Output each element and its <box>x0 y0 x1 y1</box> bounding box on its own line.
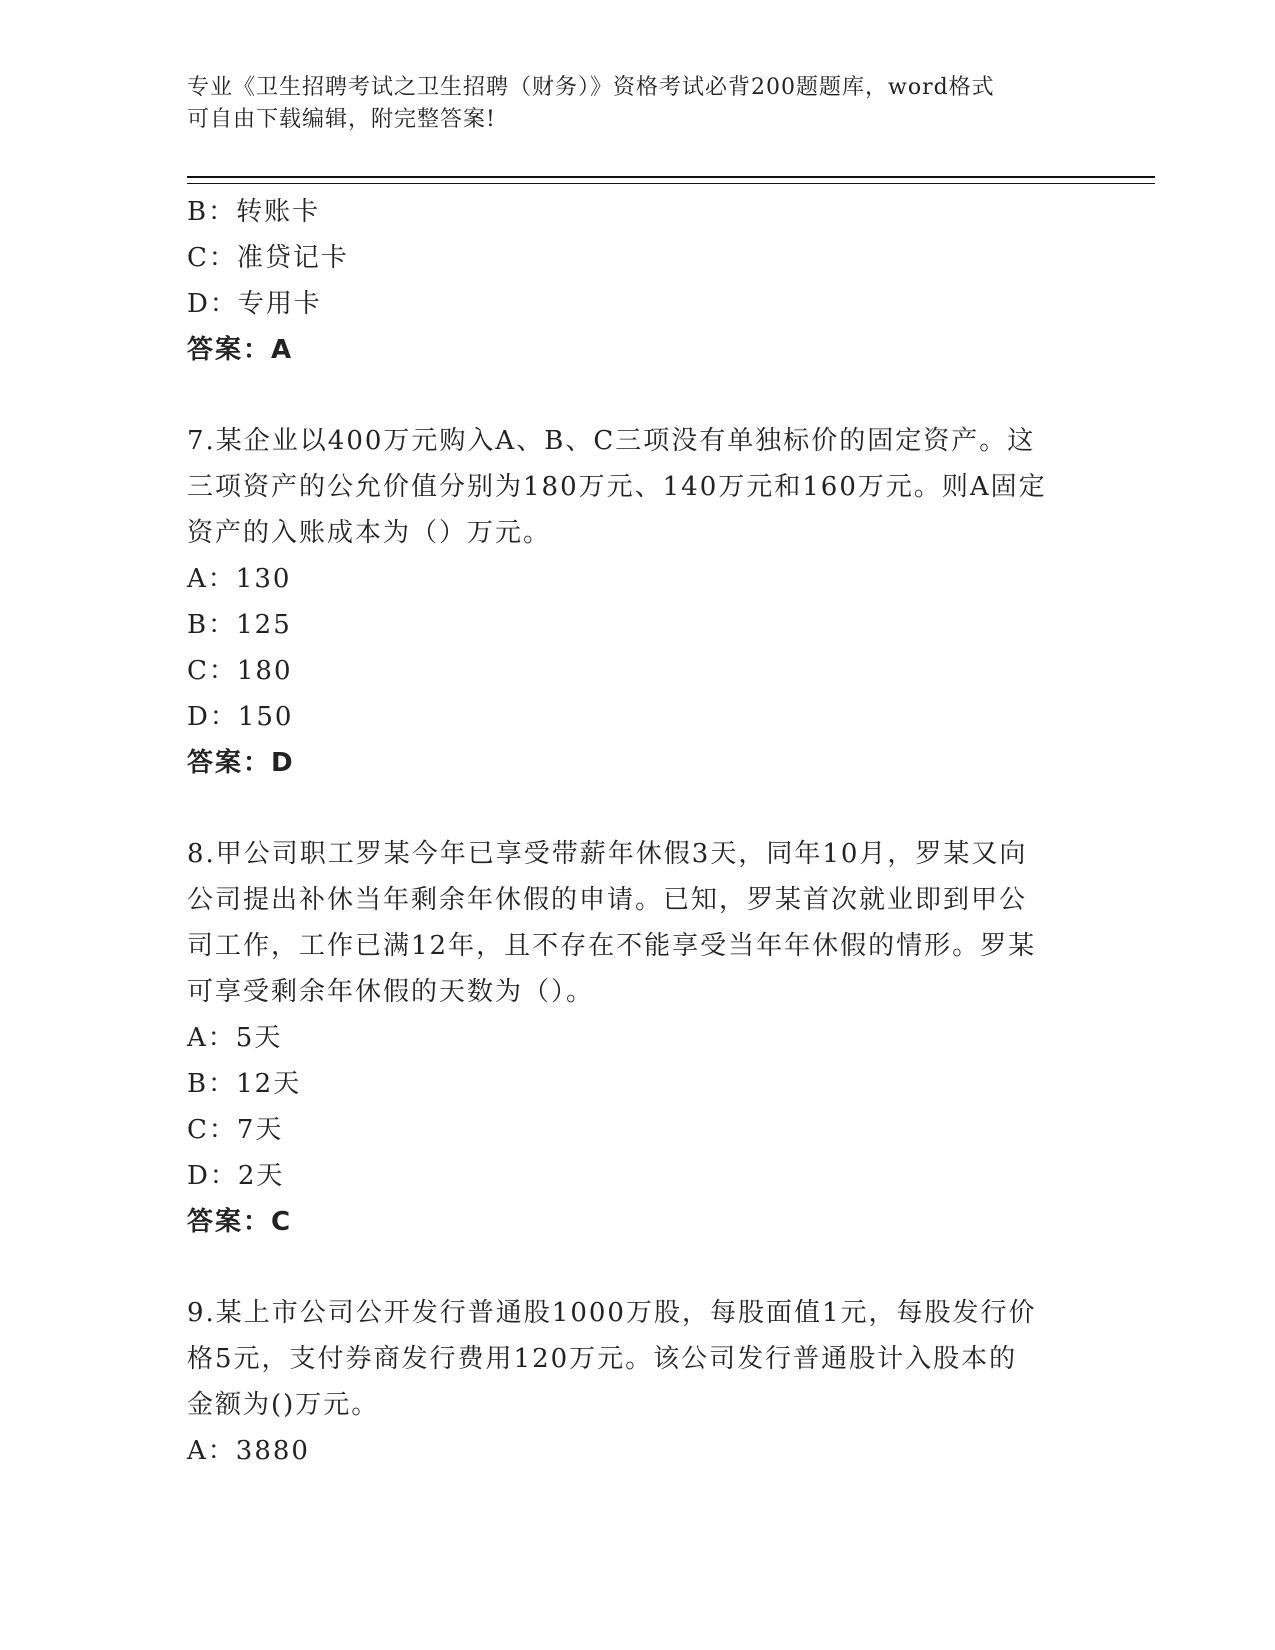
question-content <box>187 189 1087 1474</box>
spacer <box>187 786 1087 831</box>
option-a: A：3880 <box>187 1436 310 1466</box>
spacer <box>187 1245 1087 1290</box>
answer-line: 答案：A <box>187 335 294 365</box>
option-d: D：专用卡 <box>187 289 322 319</box>
question-text-line: 金额为()万元。 <box>187 1390 380 1420</box>
option-b: B：转账卡 <box>187 197 321 227</box>
answer-line: 答案：D <box>187 748 295 778</box>
prev-question-block <box>187 189 1087 373</box>
header-line-2: 可自由下载编辑，附完整答案! <box>187 107 496 132</box>
question-9 <box>187 1290 1087 1474</box>
question-text-line: 司工作，工作已满12年，且不存在不能享受当年年休假的情形。罗某 <box>187 931 1037 961</box>
spacer <box>187 373 1087 418</box>
option-c: C：准贷记卡 <box>187 243 349 273</box>
question-text-line: 公司提出补休当年剩余年休假的申请。已知，罗某首次就业即到甲公 <box>187 885 1028 915</box>
option-b: B：12天 <box>187 1069 302 1099</box>
answer-line: 答案：C <box>187 1207 293 1237</box>
question-text-line: 7.某企业以400万元购入A、B、C三项没有单独标价的固定资产。这 <box>187 426 1036 456</box>
question-text-line: 9.某上市公司公开发行普通股1000万股，每股面值1元，每股发行价 <box>187 1298 1037 1328</box>
question-text-line: 格5元，支付券商发行费用120万元。该公司发行普通股计入股本的 <box>187 1344 1018 1374</box>
option-d: D：2天 <box>187 1161 285 1191</box>
option-a: A：5天 <box>187 1023 283 1053</box>
header-line-1: 专业《卫生招聘考试之卫生招聘（财务）》资格考试必背200题题库，word格式 <box>187 75 995 100</box>
question-7 <box>187 418 1087 786</box>
question-text-line: 可享受剩余年休假的天数为（）。 <box>187 977 595 1007</box>
option-a: A：130 <box>187 564 292 594</box>
question-8 <box>187 831 1087 1245</box>
question-text-line: 三项资产的公允价值分别为180万元、140万元和160万元。则A固定 <box>187 472 1047 502</box>
header-rule-thin <box>187 183 1155 184</box>
option-d: D：150 <box>187 702 294 732</box>
document-header <box>187 72 1087 136</box>
header-rule-thick <box>187 176 1155 178</box>
option-c: C：7天 <box>187 1115 284 1145</box>
option-c: C：180 <box>187 656 293 686</box>
question-text-line: 资产的入账成本为（）万元。 <box>187 518 552 548</box>
option-b: B：125 <box>187 610 292 640</box>
question-text-line: 8.甲公司职工罗某今年已享受带薪年休假3天，同年10月，罗某又向 <box>187 839 1028 869</box>
